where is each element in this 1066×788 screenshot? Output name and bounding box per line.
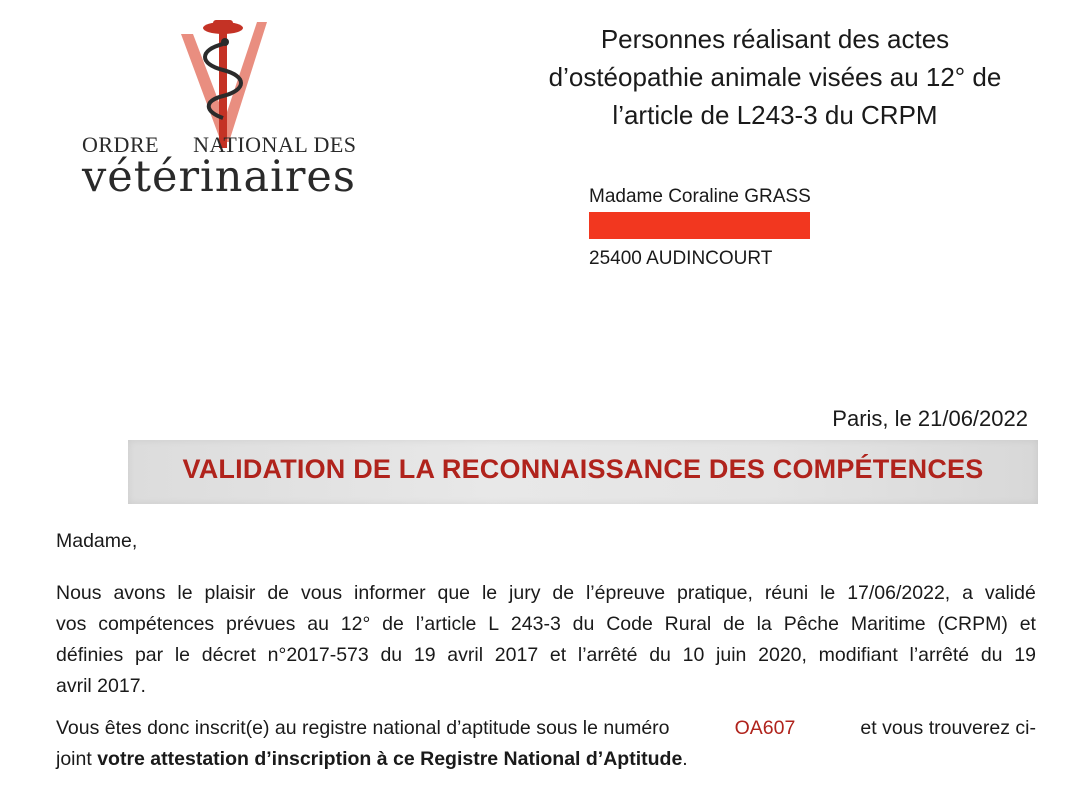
word: compétences — [98, 613, 215, 635]
paragraph-line — [56, 609, 1036, 640]
word: vous — [300, 582, 343, 604]
word: n°2017-573 — [267, 644, 369, 666]
paragraph-text: Vous êtes donc inscrit(e) au registre national d’aptitude sous le numéro — [56, 717, 670, 739]
word: et — [549, 644, 567, 666]
word: plaisir — [204, 582, 256, 604]
word: de — [552, 582, 575, 604]
word: informer — [354, 582, 426, 604]
word: L — [488, 613, 500, 635]
body-paragraph-1 — [56, 578, 1036, 702]
word: que — [437, 582, 471, 604]
word: réuni — [764, 582, 809, 604]
word: Maritime — [850, 613, 926, 635]
recipient-header-line: d’ostéopathie animale visées au 12° de — [548, 62, 1002, 92]
word: a — [962, 582, 973, 604]
word: l’article — [415, 613, 477, 635]
word: jury — [509, 582, 541, 604]
word: avons — [113, 582, 166, 604]
word: définies — [56, 644, 124, 666]
word: 19 — [413, 644, 436, 666]
word: 12° — [340, 613, 371, 635]
word: du — [649, 644, 671, 666]
word: (CRPM) — [937, 613, 1008, 635]
word: pratique, — [677, 582, 753, 604]
word: de — [267, 582, 290, 604]
redacted-street — [589, 212, 810, 239]
word: par — [134, 644, 164, 666]
paragraph-text: . — [682, 748, 688, 770]
word: avril — [447, 644, 484, 666]
word: Nous — [56, 582, 102, 604]
paragraph-line — [56, 744, 1036, 775]
word: 10 — [682, 644, 705, 666]
word: l’arrêté — [909, 644, 970, 666]
word: décret — [201, 644, 256, 666]
word: de — [382, 613, 404, 635]
logo-text-line1: ORDRE NATIONAL DES — [82, 132, 357, 157]
ordre-logo — [78, 14, 408, 204]
word: le — [481, 582, 498, 604]
word: validé — [984, 582, 1036, 604]
word: le — [820, 582, 836, 604]
recipient-header — [510, 20, 1040, 134]
word: au — [307, 613, 329, 635]
body-paragraph-2 — [56, 713, 1036, 775]
logo-text-line2: vétérinaires — [82, 152, 356, 202]
word: 243-3 — [510, 613, 561, 635]
word: vos — [56, 613, 87, 635]
paragraph-line — [56, 578, 1036, 609]
word: modifiant — [818, 644, 898, 666]
word: l’épreuve — [585, 582, 666, 604]
paragraph-line — [56, 713, 1036, 744]
word: du — [572, 613, 595, 635]
word: Rural — [664, 613, 712, 635]
word: juin — [716, 644, 747, 666]
word: le — [174, 644, 191, 666]
recipient-city: 25400 AUDINCOURT — [589, 248, 773, 269]
word: la — [756, 613, 772, 635]
paragraph-text: et vous trouverez ci- — [860, 717, 1036, 739]
salutation: Madame, — [56, 530, 138, 552]
letter-date: Paris, le 21/06/2022 — [832, 406, 1028, 431]
word: 2017 — [494, 644, 539, 666]
word: du — [380, 644, 403, 666]
word: 19 — [1014, 644, 1036, 666]
paragraph-text: joint — [56, 748, 92, 770]
word: 2020, — [758, 644, 807, 666]
title-banner — [128, 440, 1038, 504]
attestation-text: votre attestation d’inscription à ce Registre National d’Aptitude — [97, 748, 683, 770]
word: Pêche — [783, 613, 839, 635]
word: de — [723, 613, 745, 635]
word: prévues — [226, 613, 296, 635]
word: Code — [606, 613, 653, 635]
word: du — [980, 644, 1003, 666]
word: et — [1019, 613, 1036, 635]
word: l’arrêté — [577, 644, 638, 666]
recipient-header-line: Personnes réalisant des actes — [600, 24, 950, 54]
recipient-name: Madame Coraline GRASS — [589, 186, 811, 207]
recipient-address — [589, 183, 811, 272]
paragraph-line — [56, 640, 1036, 671]
recipient-header-line: l’article de L243-3 du CRPM — [612, 100, 938, 130]
word: 17/06/2022, — [847, 582, 951, 604]
registration-number: OA607 — [734, 717, 796, 739]
page-title: VALIDATION DE LA RECONNAISSANCE DES COMPÉTENCES — [182, 454, 984, 484]
paragraph-line: avril 2017. — [56, 675, 146, 697]
word: le — [177, 582, 193, 604]
